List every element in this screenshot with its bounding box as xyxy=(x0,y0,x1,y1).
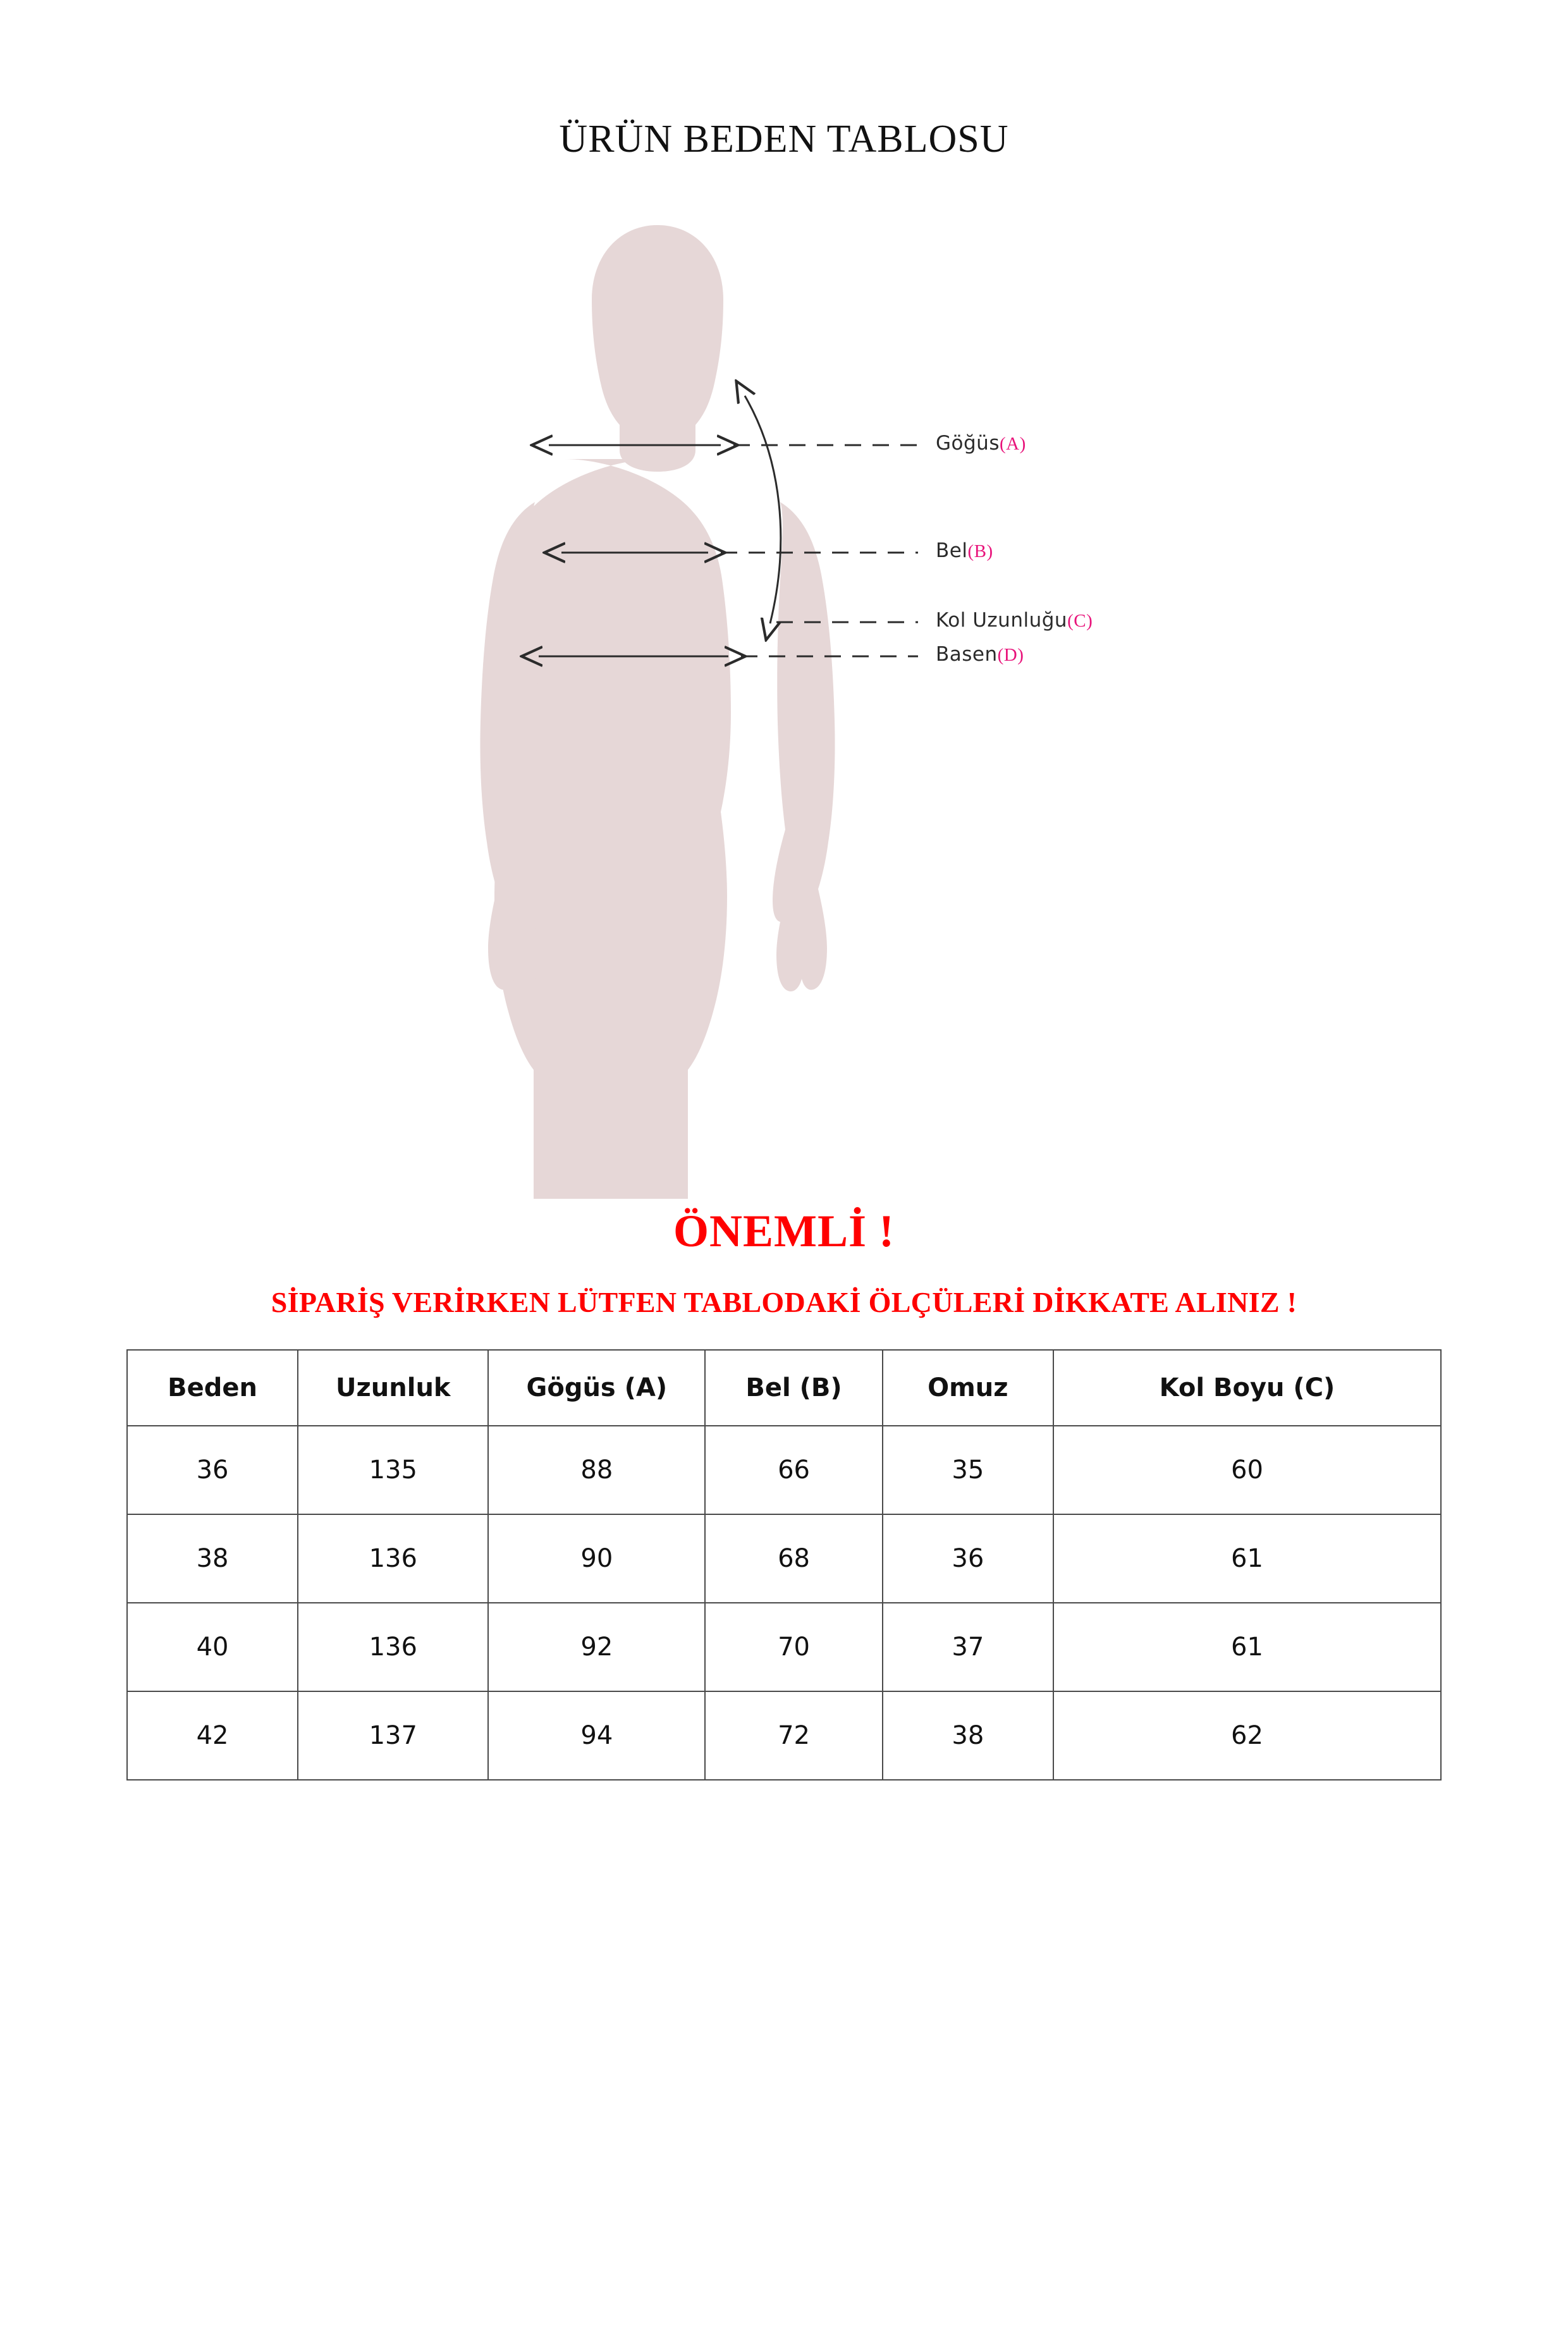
table-cell: 137 xyxy=(298,1691,488,1780)
label-waist-text: Bel xyxy=(936,539,968,562)
table-cell: 135 xyxy=(298,1426,488,1514)
label-sleeve xyxy=(936,609,1093,632)
label-waist xyxy=(936,539,993,562)
table-row xyxy=(127,1514,1441,1603)
label-hip-text: Basen xyxy=(936,643,998,666)
size-table-wrapper xyxy=(126,1349,1442,1780)
table-header-cell: Uzunluk xyxy=(298,1350,488,1426)
table-cell: 36 xyxy=(127,1426,298,1514)
table-cell: 88 xyxy=(488,1426,705,1514)
table-header-row xyxy=(127,1350,1441,1426)
important-heading: ÖNEMLİ ! xyxy=(673,1206,895,1256)
table-cell: 37 xyxy=(883,1603,1053,1691)
size-chart-page xyxy=(0,117,1568,2335)
label-bust-text: Göğüs xyxy=(936,432,1000,455)
table-header-cell: Bel (B) xyxy=(705,1350,883,1426)
label-bust-code: (A) xyxy=(999,434,1026,454)
order-notice-text: SİPARİŞ VERİRKEN LÜTFEN TABLODAKİ ÖLÇÜLERİ DİKKATE ALINIZ ! xyxy=(271,1286,1297,1318)
table-cell: 35 xyxy=(883,1426,1053,1514)
table-cell: 70 xyxy=(705,1603,883,1691)
table-cell: 94 xyxy=(488,1691,705,1780)
female-silhouette-svg xyxy=(0,187,1568,1199)
measurement-diagram xyxy=(0,187,1568,1199)
table-cell: 61 xyxy=(1053,1603,1441,1691)
table-cell: 38 xyxy=(883,1691,1053,1780)
size-table xyxy=(126,1349,1442,1780)
table-cell: 92 xyxy=(488,1603,705,1691)
label-hip xyxy=(936,643,1024,666)
table-row xyxy=(127,1426,1441,1514)
table-cell: 61 xyxy=(1053,1514,1441,1603)
table-cell: 38 xyxy=(127,1514,298,1603)
label-hip-code: (D) xyxy=(997,645,1024,665)
page-title: ÜRÜN BEDEN TABLOSU xyxy=(559,118,1009,161)
table-header-cell: Gögüs (A) xyxy=(488,1350,705,1426)
label-bust xyxy=(936,432,1026,455)
label-waist-code: (B) xyxy=(967,541,993,561)
table-cell: 68 xyxy=(705,1514,883,1603)
table-cell: 62 xyxy=(1053,1691,1441,1780)
silhouette-shape xyxy=(480,225,835,1199)
table-cell: 66 xyxy=(705,1426,883,1514)
table-cell: 60 xyxy=(1053,1426,1441,1514)
table-cell: 40 xyxy=(127,1603,298,1691)
table-row xyxy=(127,1603,1441,1691)
table-header-cell: Beden xyxy=(127,1350,298,1426)
label-sleeve-text: Kol Uzunluğu xyxy=(936,609,1068,632)
table-cell: 42 xyxy=(127,1691,298,1780)
table-header-cell: Omuz xyxy=(883,1350,1053,1426)
table-cell: 136 xyxy=(298,1514,488,1603)
table-cell: 90 xyxy=(488,1514,705,1603)
table-row xyxy=(127,1691,1441,1780)
label-sleeve-code: (C) xyxy=(1067,611,1093,631)
sleeve-length-arrow xyxy=(745,396,781,623)
table-cell: 72 xyxy=(705,1691,883,1780)
table-cell: 136 xyxy=(298,1603,488,1691)
table-cell: 36 xyxy=(883,1514,1053,1603)
table-header-cell: Kol Boyu (C) xyxy=(1053,1350,1441,1426)
